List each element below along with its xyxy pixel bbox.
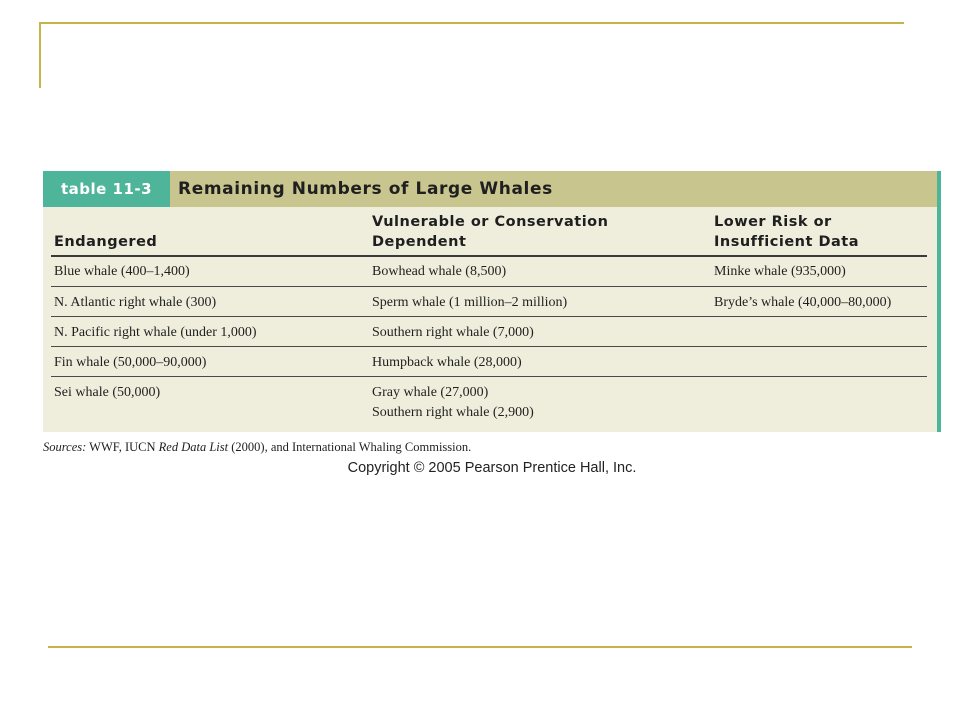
- row-rule: [51, 376, 927, 377]
- table-cell: Sperm whale (1 million–2 million): [372, 295, 568, 310]
- table-number-tag: table 11-3: [43, 171, 170, 207]
- table-sources-note: [43, 440, 471, 455]
- table-cell: Humpback whale (28,000): [372, 355, 522, 370]
- copyright-notice: Copyright © 2005 Pearson Prentice Hall, Inc.: [347, 460, 637, 476]
- header-rule: [51, 255, 927, 257]
- row-rule: [51, 286, 927, 287]
- table-cell: Bowhead whale (8,500): [372, 264, 507, 279]
- table-title: Remaining Numbers of Large Whales: [178, 179, 553, 199]
- header-endangered-line1: Endangered: [54, 234, 158, 250]
- table-cell: N. Atlantic right whale (300): [54, 295, 217, 310]
- table-cell: Sei whale (50,000): [54, 385, 161, 400]
- table-cell: Fin whale (50,000–90,000): [54, 355, 207, 370]
- table-cell: Bryde’s whale (40,000–80,000): [714, 295, 892, 310]
- slide-frame-left-line: [39, 22, 41, 88]
- header-vulnerable-line1: Vulnerable or Conservation: [372, 214, 609, 230]
- table-cell: Southern right whale (2,900): [372, 405, 534, 420]
- table-cell: Gray whale (27,000): [372, 385, 489, 400]
- row-rule: [51, 316, 927, 317]
- sources-text-b: (2000), and International Whaling Commission.: [228, 440, 472, 454]
- header-lower-risk-line2: Insufficient Data: [714, 234, 859, 250]
- table-cell: N. Pacific right whale (under 1,000): [54, 325, 257, 340]
- sources-label: Sources:: [43, 440, 87, 454]
- header-vulnerable-line2: Dependent: [372, 234, 467, 250]
- table-cell: Minke whale (935,000): [714, 264, 846, 279]
- slide-frame-top-line: [39, 22, 904, 24]
- header-endangered: [54, 232, 157, 252]
- table-title-bar: [43, 171, 937, 207]
- table-cell: Blue whale (400–1,400): [54, 264, 190, 279]
- header-vulnerable: [372, 212, 608, 252]
- row-rule: [51, 346, 927, 347]
- header-lower-risk: [714, 212, 859, 252]
- whale-table-figure: [43, 171, 941, 432]
- slide-frame-bottom-line: [48, 646, 912, 648]
- header-lower-risk-line1: Lower Risk or: [714, 214, 832, 230]
- sources-text-a: WWF, IUCN: [86, 440, 159, 454]
- sources-italic-title: Red Data List: [158, 440, 229, 454]
- table-cell: Southern right whale (7,000): [372, 325, 534, 340]
